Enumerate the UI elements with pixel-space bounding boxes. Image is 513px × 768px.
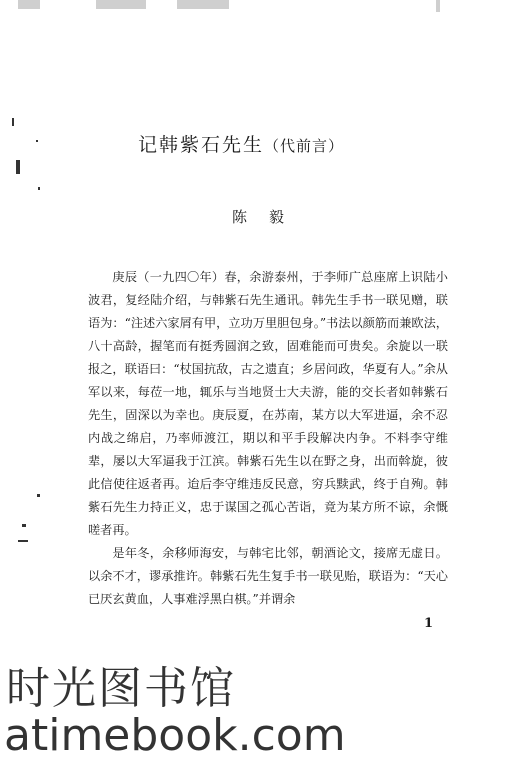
scan-speck — [16, 160, 20, 174]
chapter-title — [138, 130, 428, 157]
watermark-chinese: 时光图书馆 — [6, 663, 236, 714]
title-note: （代前言） — [264, 137, 345, 155]
scan-edge-mark — [18, 0, 40, 9]
scan-speck — [36, 140, 38, 142]
watermark-url: atimebook.com — [4, 710, 346, 761]
author-name: 陈毅 — [232, 208, 307, 226]
body-text — [88, 266, 448, 611]
scan-edge-mark — [177, 0, 229, 9]
scan-edge-mark — [96, 0, 146, 9]
scan-speck — [22, 524, 26, 527]
paragraph-1: 庚辰（一九四〇年）春，余游泰州，于李师广总座席上识陆小波君，复经陆介绍，与韩紫石先生通讯。韩先生手书一联见赠，联语为：“注述六家屑有甲，立功万里胆包身。”书法以颜筋而兼欧法，八十高龄，握笔而有挺秀圆润之致，固难能而可贵矣。余旋以一联报之，联语曰：“杖国抗敌，古之遗直；乡居问政，华夏有人。”余从军以来，每莅一地，辄乐与当地贤士大夫游，能的交长者如韩紫石先生，固深以为幸也。庚辰夏，在苏南，某方以大军进逼，余不忍内战之绵启，乃率师渡江，期以和平手段解决内争。不料李守维辈，屡以大军逼我于江滨。韩紫石先生以在野之身，出而斡旋，彼此信使往返者再。迨后李守维违反民意，穷兵黩武，终于自殉。韩紫石先生力持正义，忠于谋国之孤心苦诣，竟为某方所不谅，余慨嗟者再。 — [88, 270, 448, 537]
page-number: 1 — [424, 616, 434, 631]
paragraph-2: 是年冬，余移师海安，与韩宅比邻，朝酒论文，接席无虚日。以余不才，谬承推许。韩紫石先生复手书一联见贻，联语为：“天心已厌玄黄血，人事难浮黑白棋。”并谓余 — [88, 546, 448, 606]
scan-speck — [38, 187, 40, 190]
scan-speck — [18, 540, 28, 542]
scan-speck — [12, 118, 14, 126]
scan-edge-mark — [436, 0, 440, 12]
watermark — [0, 640, 513, 768]
scan-speck — [37, 494, 40, 497]
title-main: 记韩紫石先生 — [138, 134, 265, 156]
